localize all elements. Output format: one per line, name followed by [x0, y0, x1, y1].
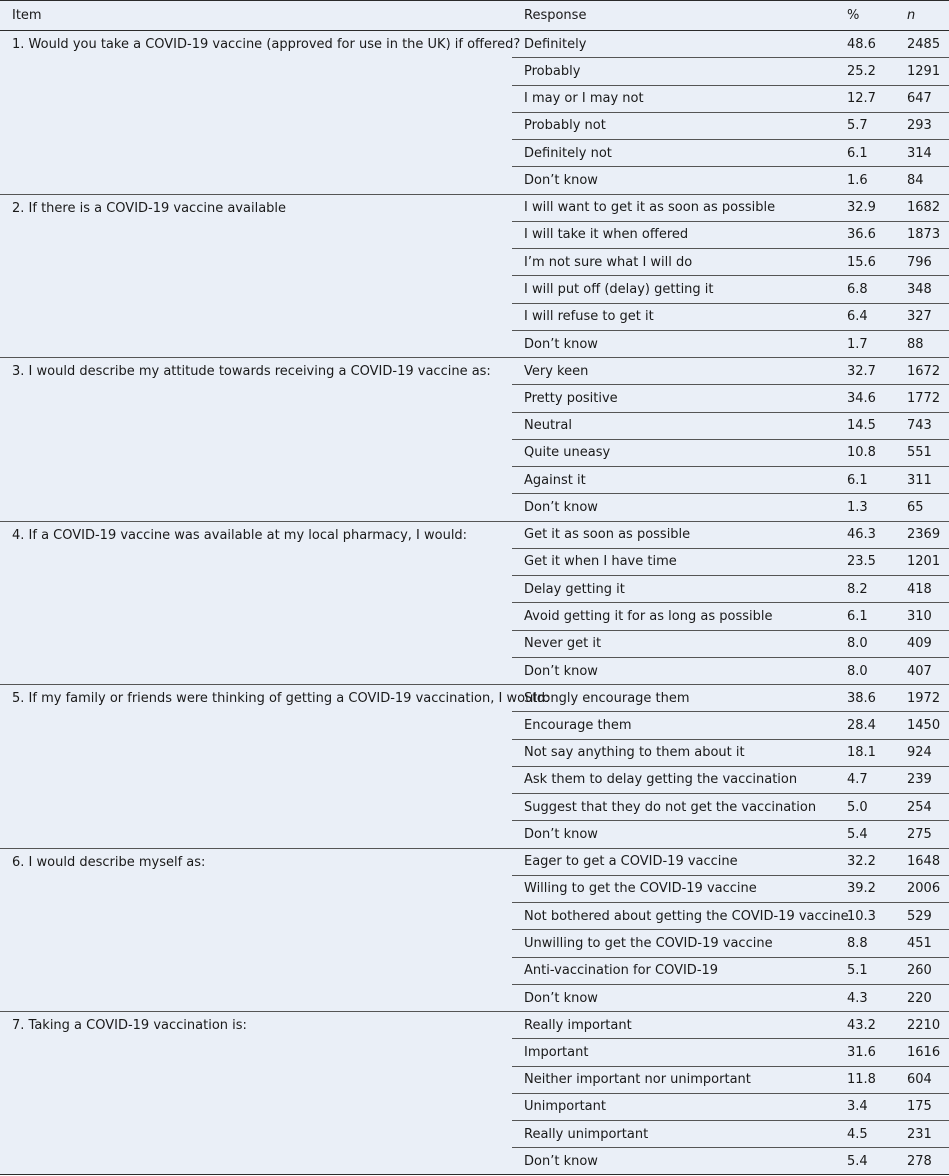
- percent-cell: 1.7: [847, 336, 868, 352]
- response-cell: Ask them to delay getting the vaccination: [524, 772, 798, 788]
- count-cell: 275: [907, 827, 932, 843]
- percent-cell: 11.8: [847, 1072, 876, 1088]
- count-cell: 1648: [907, 854, 941, 870]
- response-cell: Get it when I have time: [524, 554, 677, 570]
- percent-cell: 5.4: [847, 1154, 868, 1170]
- response-cell: Against it: [524, 472, 586, 488]
- count-cell: 278: [907, 1154, 932, 1170]
- table-row: [512, 794, 949, 821]
- count-cell: 327: [907, 309, 932, 325]
- response-rows: [512, 1012, 949, 1176]
- table-row: [512, 1067, 949, 1094]
- response-cell: I will want to get it as soon as possible: [524, 200, 776, 216]
- count-cell: 311: [907, 472, 932, 488]
- percent-cell: 28.4: [847, 717, 876, 733]
- response-cell: Neither important nor unimportant: [524, 1072, 751, 1088]
- percent-cell: 23.5: [847, 554, 876, 570]
- count-cell: 1873: [907, 227, 941, 243]
- table-row: [512, 440, 949, 467]
- table-row: [512, 331, 949, 358]
- percent-cell: 18.1: [847, 745, 876, 761]
- response-cell: Don’t know: [524, 1154, 598, 1170]
- question-group: [0, 685, 949, 849]
- response-cell: Don’t know: [524, 336, 598, 352]
- response-cell: Get it as soon as possible: [524, 527, 691, 543]
- question-text: 1. Would you take a COVID-19 vaccine (approved for use in the UK) if offered?: [12, 37, 521, 52]
- response-cell: Don’t know: [524, 663, 598, 679]
- table-row: [512, 86, 949, 113]
- table-row: [512, 494, 949, 521]
- count-cell: 1201: [907, 554, 941, 570]
- table-row: [512, 276, 949, 303]
- table-row: [512, 522, 949, 549]
- percent-cell: 15.6: [847, 254, 876, 270]
- count-cell: 647: [907, 91, 932, 107]
- percent-cell: 5.4: [847, 827, 868, 843]
- count-cell: 1672: [907, 363, 941, 379]
- response-cell: Definitely: [524, 36, 587, 52]
- table-row: [512, 985, 949, 1012]
- response-cell: Important: [524, 1044, 589, 1060]
- percent-cell: 1.3: [847, 500, 868, 516]
- table-row: [512, 413, 949, 440]
- percent-cell: 3.4: [847, 1099, 868, 1115]
- question-group: [0, 1012, 949, 1176]
- header-response: Response: [524, 8, 587, 23]
- question-group: [0, 31, 949, 195]
- table-row: [512, 631, 949, 658]
- count-cell: 2210: [907, 1017, 941, 1033]
- question-text: 2. If there is a COVID-19 vaccine available: [12, 200, 287, 216]
- question-group: [0, 522, 949, 686]
- response-cell: Don’t know: [524, 990, 598, 1006]
- table-row: [512, 358, 949, 385]
- response-rows: [512, 849, 949, 1012]
- response-cell: I will put off (delay) getting it: [524, 281, 714, 297]
- response-cell: Don’t know: [524, 500, 598, 516]
- response-cell: Really important: [524, 1017, 632, 1033]
- percent-cell: 38.6: [847, 690, 876, 706]
- count-cell: 924: [907, 745, 932, 761]
- response-cell: Don’t know: [524, 827, 598, 843]
- question-text: 3. I would describe my attitude towards receiving a COVID-19 vaccine as:: [12, 364, 491, 379]
- table-row: [512, 1148, 949, 1175]
- table-row: [512, 821, 949, 848]
- response-cell: Unwilling to get the COVID-19 vaccine: [524, 935, 773, 951]
- response-cell: I will take it when offered: [524, 227, 689, 243]
- table-row: [512, 767, 949, 794]
- percent-cell: 32.2: [847, 854, 876, 870]
- count-cell: 88: [907, 336, 924, 352]
- response-rows: [512, 685, 949, 848]
- response-cell: Not say anything to them about it: [524, 745, 745, 761]
- percent-cell: 5.1: [847, 963, 868, 979]
- percent-cell: 8.0: [847, 636, 868, 652]
- count-cell: 418: [907, 581, 932, 597]
- table-row: [512, 385, 949, 412]
- response-cell: Delay getting it: [524, 581, 625, 597]
- table-row: [512, 930, 949, 957]
- count-cell: 407: [907, 663, 932, 679]
- count-cell: 2006: [907, 881, 941, 897]
- table-row: [512, 603, 949, 630]
- response-cell: Encourage them: [524, 717, 632, 733]
- count-cell: 314: [907, 145, 932, 161]
- question-text: 7. Taking a COVID-19 vaccination is:: [12, 1018, 247, 1033]
- count-cell: 1772: [907, 390, 941, 406]
- percent-cell: 6.4: [847, 309, 868, 325]
- count-cell: 239: [907, 772, 932, 788]
- table-row: [512, 31, 949, 58]
- response-cell: Definitely not: [524, 145, 612, 161]
- response-rows: [512, 195, 949, 358]
- count-cell: 254: [907, 799, 932, 815]
- table-row: [512, 685, 949, 712]
- table-row: [512, 658, 949, 685]
- percent-cell: 39.2: [847, 881, 876, 897]
- percent-cell: 1.6: [847, 173, 868, 189]
- count-cell: 84: [907, 173, 924, 189]
- percent-cell: 4.7: [847, 772, 868, 788]
- percent-cell: 10.8: [847, 445, 876, 461]
- table-row: [512, 304, 949, 331]
- response-cell: Eager to get a COVID-19 vaccine: [524, 854, 738, 870]
- response-rows: [512, 522, 949, 685]
- percent-cell: 6.1: [847, 608, 868, 624]
- table-row: [512, 467, 949, 494]
- response-cell: Unimportant: [524, 1099, 606, 1115]
- count-cell: 2485: [907, 36, 941, 52]
- table-row: [512, 876, 949, 903]
- question-group: [0, 195, 949, 359]
- percent-cell: 8.0: [847, 663, 868, 679]
- response-cell: Quite uneasy: [524, 445, 611, 461]
- response-cell: Really unimportant: [524, 1126, 649, 1142]
- percent-cell: 10.3: [847, 908, 876, 924]
- percent-cell: 4.3: [847, 990, 868, 1006]
- response-cell: I will refuse to get it: [524, 309, 654, 325]
- count-cell: 2369: [907, 527, 941, 543]
- percent-cell: 6.8: [847, 281, 868, 297]
- count-cell: 220: [907, 990, 932, 1006]
- table-row: [512, 1094, 949, 1121]
- count-cell: 409: [907, 636, 932, 652]
- percent-cell: 5.7: [847, 118, 868, 134]
- table-row: [512, 576, 949, 603]
- percent-cell: 32.9: [847, 200, 876, 216]
- table-row: [512, 222, 949, 249]
- table-row: [512, 1039, 949, 1066]
- table-header: [0, 1, 949, 31]
- table-row: [512, 849, 949, 876]
- response-cell: Anti-vaccination for COVID-19: [524, 963, 719, 979]
- percent-cell: 4.5: [847, 1126, 868, 1142]
- response-cell: Pretty positive: [524, 390, 618, 406]
- percent-cell: 48.6: [847, 36, 876, 52]
- header-percent: %: [847, 8, 860, 23]
- response-cell: Don’t know: [524, 173, 598, 189]
- response-cell: I’m not sure what I will do: [524, 254, 693, 270]
- percent-cell: 6.1: [847, 145, 868, 161]
- percent-cell: 25.2: [847, 63, 876, 79]
- table-row: [512, 58, 949, 85]
- response-cell: Never get it: [524, 636, 602, 652]
- count-cell: 604: [907, 1072, 932, 1088]
- table-row: [512, 1012, 949, 1039]
- table-row: [512, 113, 949, 140]
- response-cell: Avoid getting it for as long as possible: [524, 608, 773, 624]
- response-cell: Willing to get the COVID-19 vaccine: [524, 881, 757, 897]
- response-cell: Probably: [524, 63, 581, 79]
- response-rows: [512, 31, 949, 194]
- table-row: [512, 249, 949, 276]
- count-cell: 1682: [907, 200, 941, 216]
- response-cell: Probably not: [524, 118, 606, 134]
- table-row: [512, 740, 949, 767]
- count-cell: 1450: [907, 717, 941, 733]
- percent-cell: 5.0: [847, 799, 868, 815]
- percent-cell: 34.6: [847, 390, 876, 406]
- percent-cell: 14.5: [847, 418, 876, 434]
- count-cell: 65: [907, 500, 924, 516]
- table-body: [0, 31, 949, 1176]
- response-cell: Suggest that they do not get the vaccination: [524, 799, 817, 815]
- question-group: [0, 849, 949, 1013]
- percent-cell: 32.7: [847, 363, 876, 379]
- table-row: [512, 958, 949, 985]
- count-cell: 529: [907, 908, 932, 924]
- table-row: [512, 1121, 949, 1148]
- question-text: 4. If a COVID-19 vaccine was available at my local pharmacy, I would:: [12, 527, 468, 543]
- count-cell: 796: [907, 254, 932, 270]
- response-rows: [512, 358, 949, 521]
- count-cell: 348: [907, 281, 932, 297]
- response-cell: Not bothered about getting the COVID-19 vaccine: [524, 908, 849, 924]
- question-text: 5. If my family or friends were thinking of getting a COVID-19 vaccination, I would:: [12, 691, 550, 706]
- table-row: [512, 140, 949, 167]
- table-row: [512, 195, 949, 222]
- response-cell: I may or I may not: [524, 91, 644, 107]
- table-row: [512, 549, 949, 576]
- count-cell: 293: [907, 118, 932, 134]
- count-cell: 260: [907, 963, 932, 979]
- header-item: Item: [12, 8, 42, 23]
- table-row: [512, 903, 949, 930]
- response-cell: Very keen: [524, 363, 589, 379]
- count-cell: 451: [907, 935, 932, 951]
- response-cell: Neutral: [524, 418, 572, 434]
- table-row: [512, 167, 949, 194]
- count-cell: 231: [907, 1126, 932, 1142]
- percent-cell: 31.6: [847, 1044, 876, 1060]
- count-cell: 1291: [907, 63, 941, 79]
- count-cell: 1972: [907, 690, 941, 706]
- percent-cell: 46.3: [847, 527, 876, 543]
- percent-cell: 43.2: [847, 1017, 876, 1033]
- count-cell: 743: [907, 418, 932, 434]
- percent-cell: 8.8: [847, 935, 868, 951]
- percent-cell: 36.6: [847, 227, 876, 243]
- count-cell: 551: [907, 445, 932, 461]
- count-cell: 1616: [907, 1044, 941, 1060]
- response-cell: Strongly encourage them: [524, 690, 690, 706]
- percent-cell: 8.2: [847, 581, 868, 597]
- count-cell: 175: [907, 1099, 932, 1115]
- count-cell: 310: [907, 608, 932, 624]
- question-text: 6. I would describe myself as:: [12, 854, 206, 870]
- header-n: n: [907, 8, 916, 23]
- question-group: [0, 358, 949, 522]
- table-row: [512, 712, 949, 739]
- percent-cell: 12.7: [847, 91, 876, 107]
- percent-cell: 6.1: [847, 472, 868, 488]
